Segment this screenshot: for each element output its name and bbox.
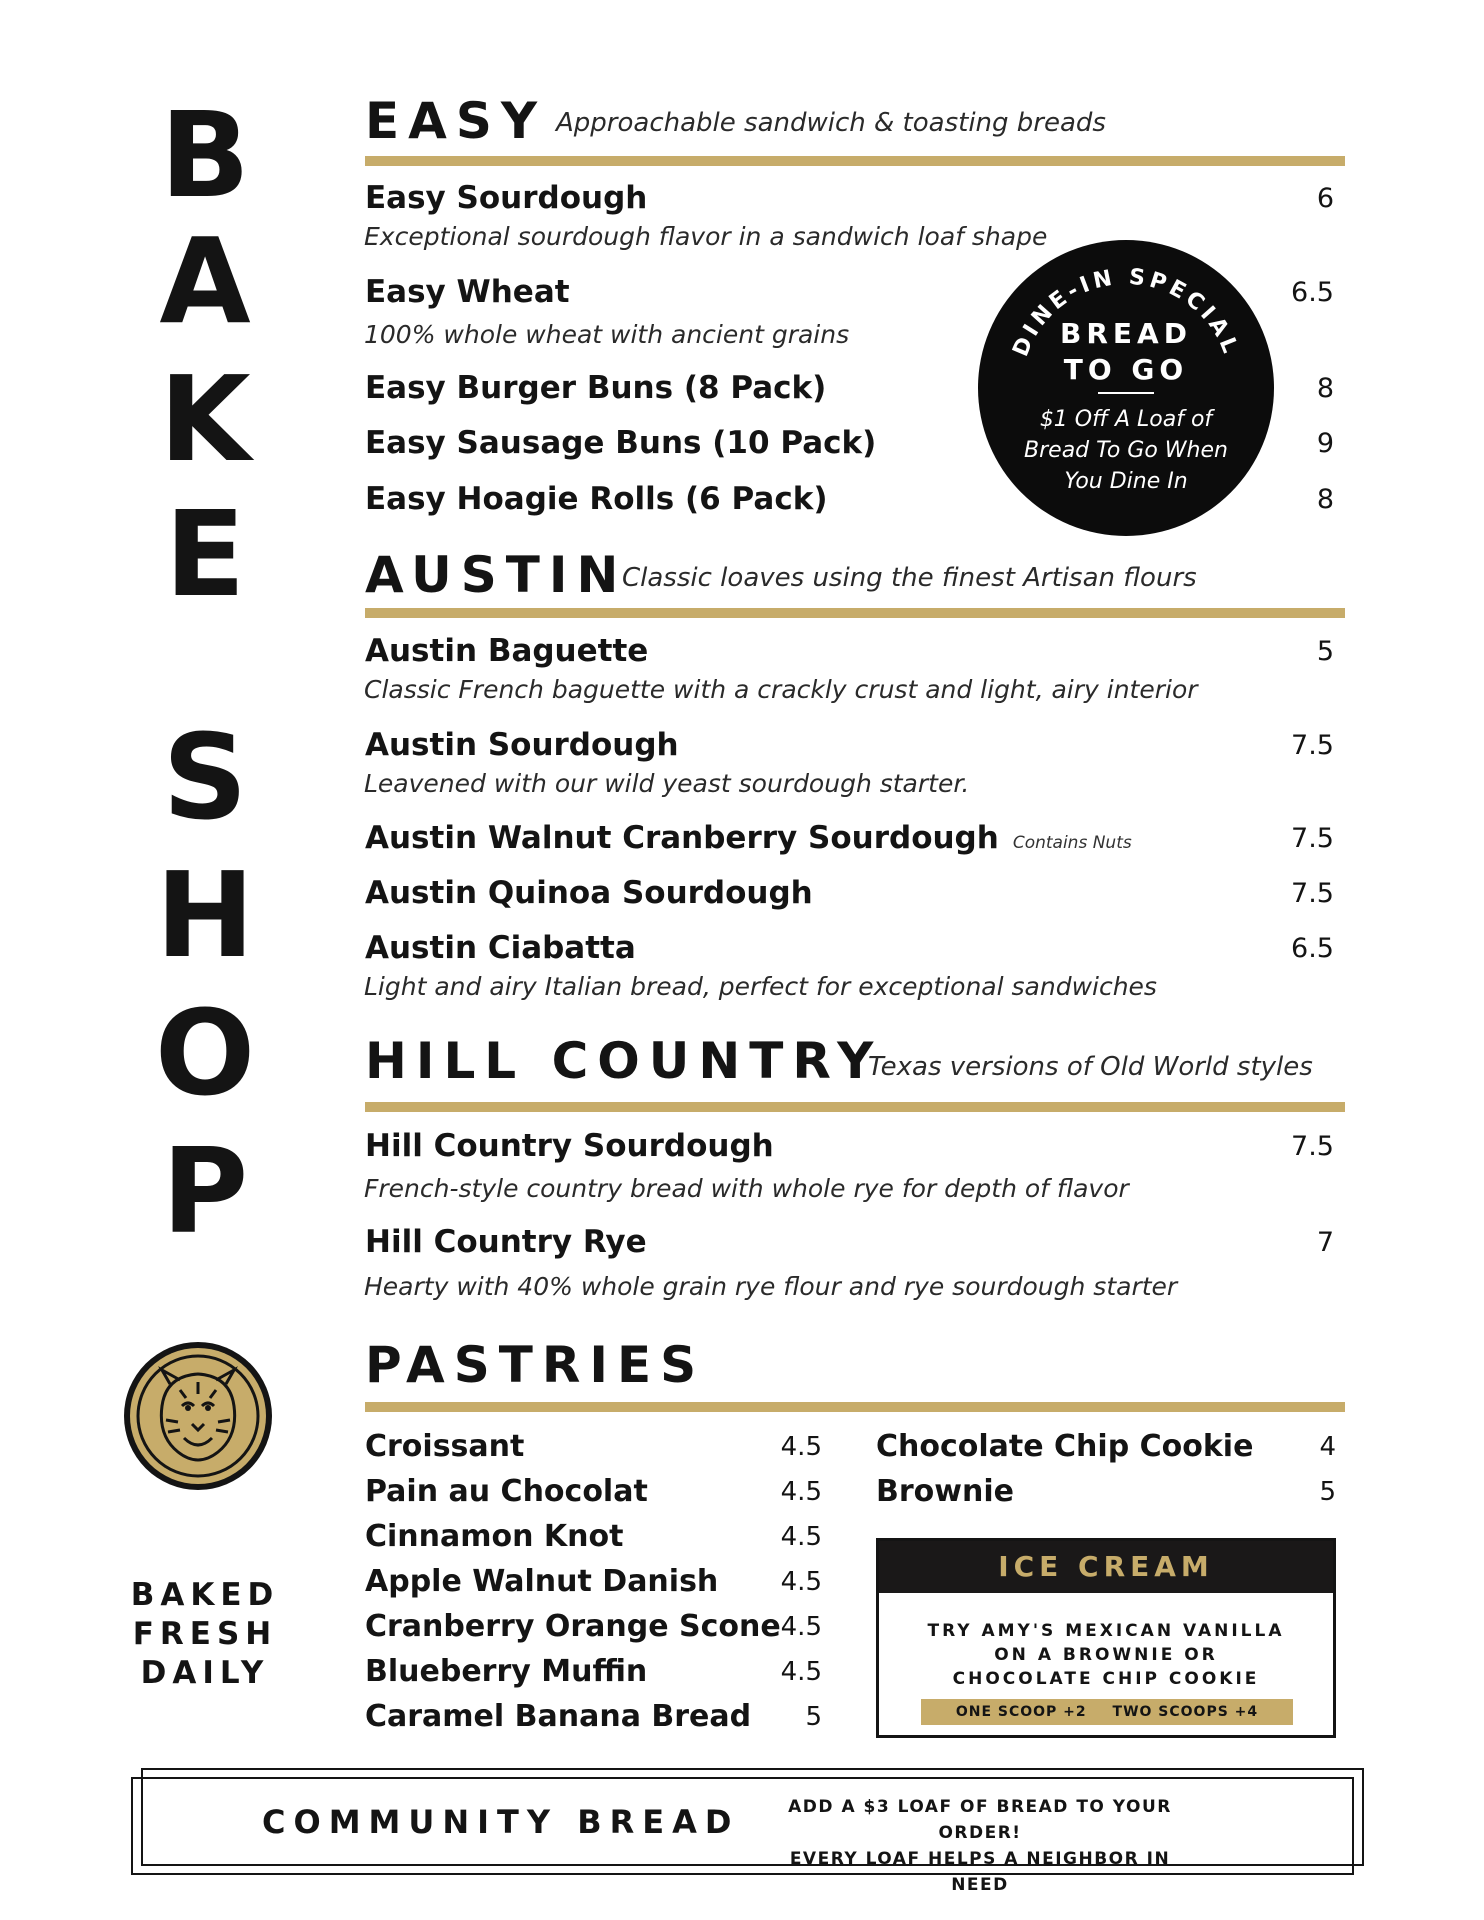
menu-item-price: 7.5 xyxy=(1291,823,1334,854)
dine-in-special-badge xyxy=(978,240,1274,536)
ice-cream-option: TWO SCOOPS +4 xyxy=(1112,1704,1259,1720)
section-title-pastries: PASTRIES xyxy=(365,1336,706,1394)
menu-item-description: Hearty with 40% whole grain rye flour and rye sourdough starter xyxy=(364,1272,1178,1301)
pastry-price: 4.5 xyxy=(780,1432,822,1462)
menu-item-price: 7 xyxy=(1316,1227,1334,1258)
badge-divider xyxy=(1098,392,1154,394)
section-title-hill-country: HILL COUNTRY xyxy=(365,1032,883,1090)
section-divider xyxy=(365,608,1345,618)
title-letter: E xyxy=(164,485,246,623)
badge-text-line: Bread To Go When xyxy=(1024,438,1228,463)
menu-item-name: Austin Baguette xyxy=(365,633,649,669)
title-letter: S xyxy=(162,708,248,846)
pastry-name: Brownie xyxy=(876,1474,1014,1509)
menu-item-name: Hill Country Sourdough xyxy=(365,1128,774,1164)
pastry-price: 5 xyxy=(1319,1477,1336,1507)
menu-item-price: 7.5 xyxy=(1291,730,1334,761)
pastry-name: Apple Walnut Danish xyxy=(365,1564,719,1599)
section-title-austin: AUSTIN xyxy=(365,546,628,604)
ice-cream-pricing xyxy=(921,1699,1293,1725)
section-divider xyxy=(365,156,1345,166)
pastry-price: 4.5 xyxy=(780,1477,822,1507)
menu-item-price: 6.5 xyxy=(1291,277,1334,308)
pastry-name: Cinnamon Knot xyxy=(365,1519,624,1554)
section-divider xyxy=(365,1402,1345,1412)
pastry-name: Chocolate Chip Cookie xyxy=(876,1429,1254,1464)
menu-item-price: 9 xyxy=(1316,428,1334,459)
menu-item-description: Classic French baguette with a crackly crust and light, airy interior xyxy=(364,675,1198,704)
community-text xyxy=(760,1794,1200,1898)
ice-cream-line: ON A BROWNIE OR xyxy=(994,1645,1218,1665)
pastry-price: 4 xyxy=(1319,1432,1336,1462)
pastry-price: 5 xyxy=(805,1702,822,1732)
title-letter: K xyxy=(159,350,251,488)
menu-item-description: Exceptional sourdough flavor in a sandwich loaf shape xyxy=(364,222,1048,251)
pastry-name: Croissant xyxy=(365,1429,525,1464)
menu-item-description: French-style country bread with whole rye for depth of flavor xyxy=(364,1174,1129,1203)
menu-item-price: 8 xyxy=(1316,484,1334,515)
menu-item-name: Easy Sausage Buns (10 Pack) xyxy=(365,425,877,461)
menu-item-description: Light and airy Italian bread, perfect for exceptional sandwiches xyxy=(364,972,1157,1001)
menu-item-name: Easy Hoagie Rolls (6 Pack) xyxy=(365,481,828,517)
menu-item-name xyxy=(365,820,1132,856)
menu-item-price: 7.5 xyxy=(1291,1131,1334,1162)
pastry-name: Pain au Chocolat xyxy=(365,1474,648,1509)
menu-item-price: 6 xyxy=(1316,183,1334,214)
community-text-line: ADD A $3 LOAF OF BREAD TO YOUR ORDER! xyxy=(788,1797,1172,1843)
pastry-price: 4.5 xyxy=(780,1612,822,1642)
menu-item-name: Easy Sourdough xyxy=(365,180,648,216)
ice-cream-option: ONE SCOOP +2 xyxy=(955,1704,1087,1720)
ice-cream-line: CHOCOLATE CHIP COOKIE xyxy=(952,1669,1260,1689)
section-title-easy: EASY xyxy=(365,92,547,150)
badge-text-line: $1 Off A Loaf of xyxy=(1039,407,1213,432)
ice-cream-title: ICE CREAM xyxy=(879,1541,1333,1593)
menu-item-name-text: Austin Walnut Cranberry Sourdough xyxy=(365,820,999,856)
pastry-price: 4.5 xyxy=(780,1657,822,1687)
title-letter: H xyxy=(155,846,255,984)
menu-item-price: 6.5 xyxy=(1291,933,1334,964)
pastry-name: Cranberry Orange Scone xyxy=(365,1609,781,1644)
badge-text-line: You Dine In xyxy=(1064,469,1188,494)
menu-item-price: 5 xyxy=(1316,636,1334,667)
ice-cream-line: TRY AMY'S MEXICAN VANILLA xyxy=(927,1621,1285,1641)
section-subtitle-easy: Approachable sandwich & toasting breads xyxy=(556,108,1106,138)
pastry-price: 4.5 xyxy=(780,1522,822,1552)
tiger-seal-icon xyxy=(122,1340,274,1492)
menu-item-name: Austin Sourdough xyxy=(365,727,679,763)
title-letter: B xyxy=(160,86,250,224)
tagline xyxy=(120,1576,290,1693)
community-text-line: EVERY LOAF HELPS A NEIGHBOR IN NEED xyxy=(789,1849,1171,1895)
badge-arc-text: DINE-IN SPECIAL xyxy=(1008,264,1244,361)
tagline-line: BAKED xyxy=(130,1577,280,1613)
menu-item-description: Leavened with our wild yeast sourdough starter. xyxy=(364,769,970,798)
title-letter: O xyxy=(154,984,256,1122)
section-subtitle-austin: Classic loaves using the finest Artisan flours xyxy=(622,563,1197,593)
title-letter: A xyxy=(159,212,251,350)
section-subtitle-hill-country: Texas versions of Old World styles xyxy=(868,1052,1313,1082)
pastry-name: Blueberry Muffin xyxy=(365,1654,648,1689)
section-divider xyxy=(365,1102,1345,1112)
ice-cream-box xyxy=(876,1538,1336,1738)
menu-item-price: 8 xyxy=(1316,373,1334,404)
community-title: COMMUNITY BREAD xyxy=(262,1803,740,1841)
menu-item-price: 7.5 xyxy=(1291,878,1334,909)
tagline-line: FRESH xyxy=(132,1616,278,1652)
menu-item-name: Austin Quinoa Sourdough xyxy=(365,875,813,911)
menu-item-name: Easy Wheat xyxy=(365,274,570,310)
menu-item-description: 100% whole wheat with ancient grains xyxy=(364,320,850,349)
pastry-name: Caramel Banana Bread xyxy=(365,1699,752,1734)
menu-item-name: Austin Ciabatta xyxy=(365,930,636,966)
badge-title-line: BREAD xyxy=(1060,317,1192,350)
badge-text xyxy=(998,404,1254,497)
badge-title-line: TO GO xyxy=(1063,353,1189,386)
tagline-line: DAILY xyxy=(140,1655,270,1691)
ice-cream-description xyxy=(879,1619,1333,1691)
pastry-price: 4.5 xyxy=(780,1567,822,1597)
title-letter: P xyxy=(161,1122,249,1260)
menu-item-name: Hill Country Rye xyxy=(365,1224,647,1260)
allergen-note: Contains Nuts xyxy=(1012,833,1132,853)
menu-item-name: Easy Burger Buns (8 Pack) xyxy=(365,370,827,406)
